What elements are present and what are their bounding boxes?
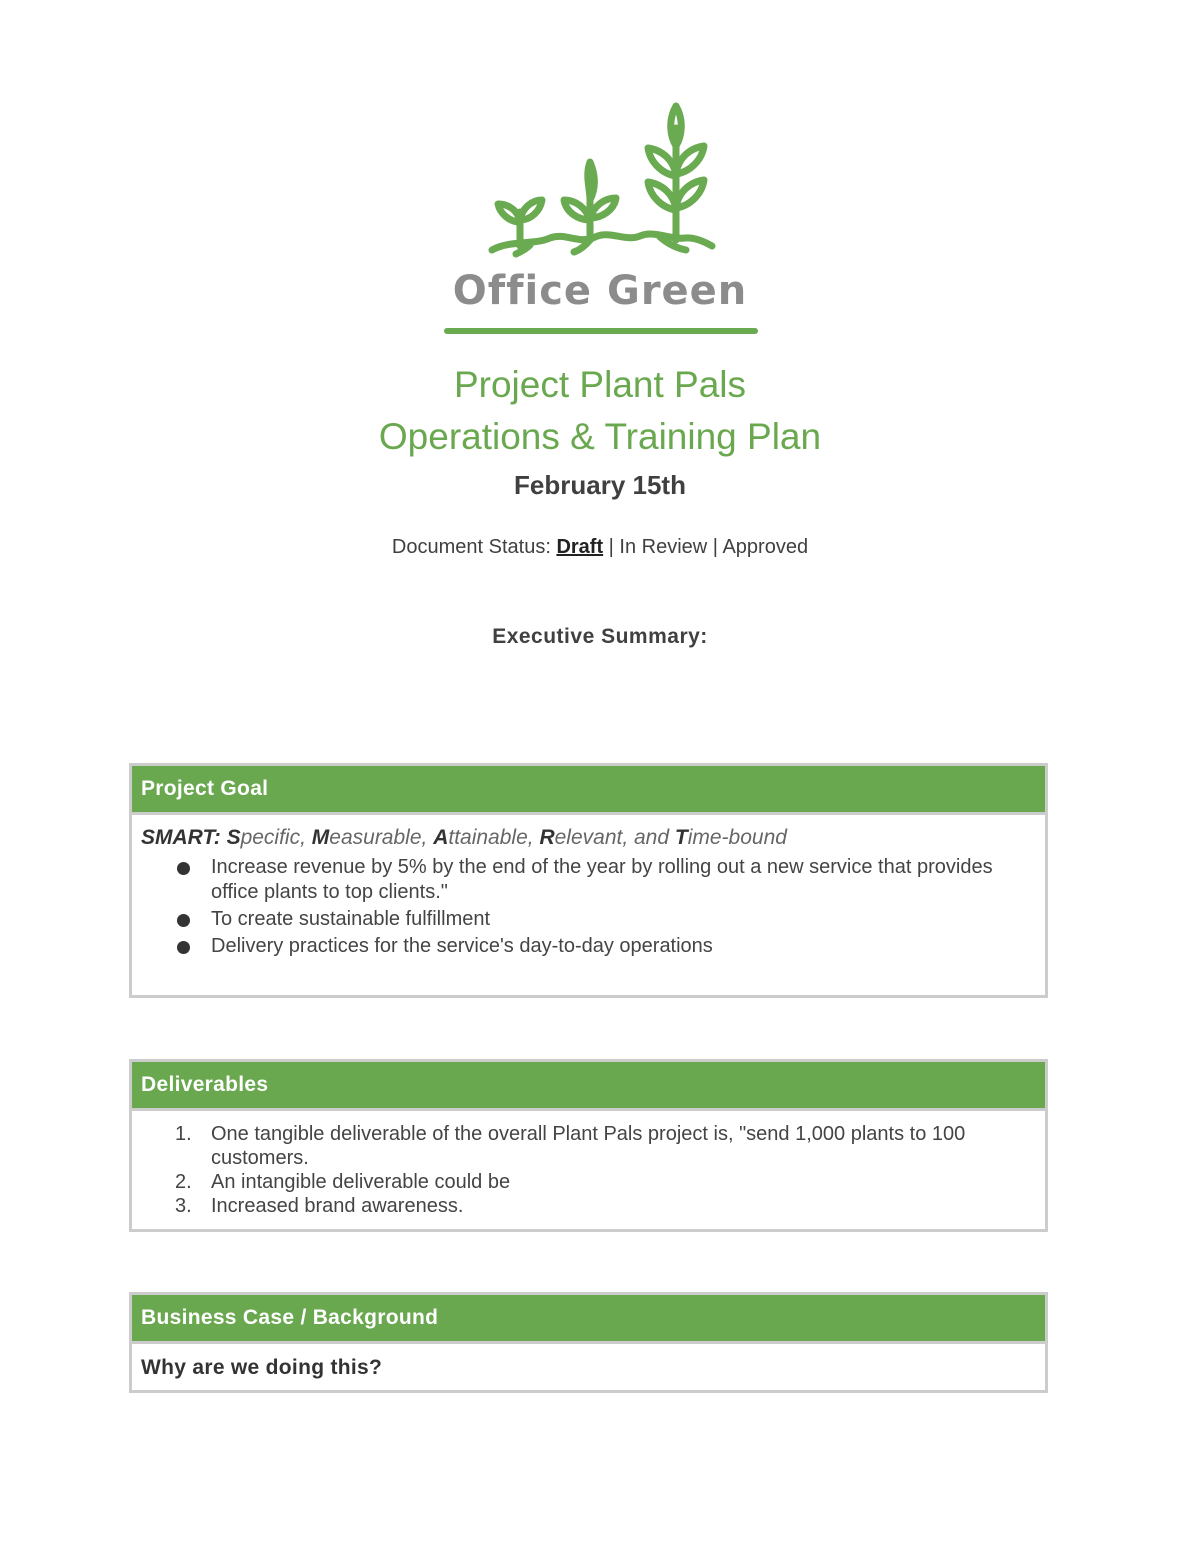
list-number: 1. (175, 1123, 192, 1145)
list-item-text: An intangible deliverable could be (211, 1171, 511, 1193)
goal-bullet-list (141, 855, 1035, 959)
office-green-logo (440, 100, 760, 340)
logo-wordmark: Office Green (452, 268, 748, 314)
smart-word: easurable, (329, 826, 434, 849)
business-case-section (129, 1292, 1048, 1393)
list-item (175, 1194, 1035, 1218)
smart-letter: S (226, 826, 241, 849)
list-item-text: Increased brand awareness. (211, 1195, 464, 1217)
list-item (211, 934, 1035, 959)
smart-word: pecific, (240, 826, 312, 849)
status-separator: | (603, 536, 620, 558)
project-title: Project Plant Pals (453, 364, 747, 405)
smart-letter: R (539, 826, 555, 849)
status-draft[interactable]: Draft (556, 536, 604, 558)
section-body (132, 815, 1045, 959)
list-number: 3. (175, 1195, 192, 1217)
deliverables-list (141, 1122, 1035, 1218)
smart-letter: T (674, 826, 688, 849)
list-item-text: Delivery practices for the service's day-to-day operations (211, 935, 713, 957)
list-item (211, 855, 1035, 905)
bullet-icon (177, 941, 190, 954)
smart-word: ttainable, (448, 826, 540, 849)
smart-letter: M (311, 826, 330, 849)
executive-summary-heading: Executive Summary: (492, 625, 708, 648)
status-in-review[interactable]: In Review (619, 536, 708, 558)
bullet-icon (177, 862, 190, 875)
list-item-text: One tangible deliverable of the overall Plant Pals project is, "send 1,000 plants to 100 customers. (211, 1123, 966, 1169)
list-number: 2. (175, 1171, 192, 1193)
smart-word: elevant, and (554, 826, 675, 849)
section-header: Project Goal (132, 766, 1045, 815)
plant-sprouts-icon (440, 100, 760, 270)
list-item-text: Increase revenue by 5% by the end of the year by rolling out a new service that provides office plants to top clients." (211, 856, 993, 903)
list-item (211, 907, 1035, 932)
smart-line (141, 823, 1035, 853)
plan-title: Operations & Training Plan (378, 416, 822, 457)
section-header: Deliverables (132, 1062, 1045, 1111)
bullet-icon (177, 914, 190, 927)
logo-underline (444, 328, 758, 334)
list-item-text: To create sustainable fulfillment (211, 908, 491, 930)
section-body (132, 1111, 1045, 1218)
smart-prefix: SMART: (141, 826, 221, 849)
status-approved[interactable]: Approved (722, 536, 809, 558)
document-date: February 15th (514, 470, 686, 500)
project-goal-section (129, 763, 1048, 998)
smart-letter: A (433, 826, 449, 849)
deliverables-section (129, 1059, 1048, 1232)
document-status (0, 536, 1200, 559)
list-item (175, 1170, 1035, 1194)
smart-word: ime-bound (687, 826, 787, 849)
status-separator: | (707, 536, 723, 558)
section-body (132, 1344, 1045, 1380)
list-item (175, 1122, 1035, 1170)
section-header: Business Case / Background (132, 1295, 1045, 1344)
status-label: Document Status: (391, 536, 557, 558)
business-case-question: Why are we doing this? (141, 1356, 383, 1379)
